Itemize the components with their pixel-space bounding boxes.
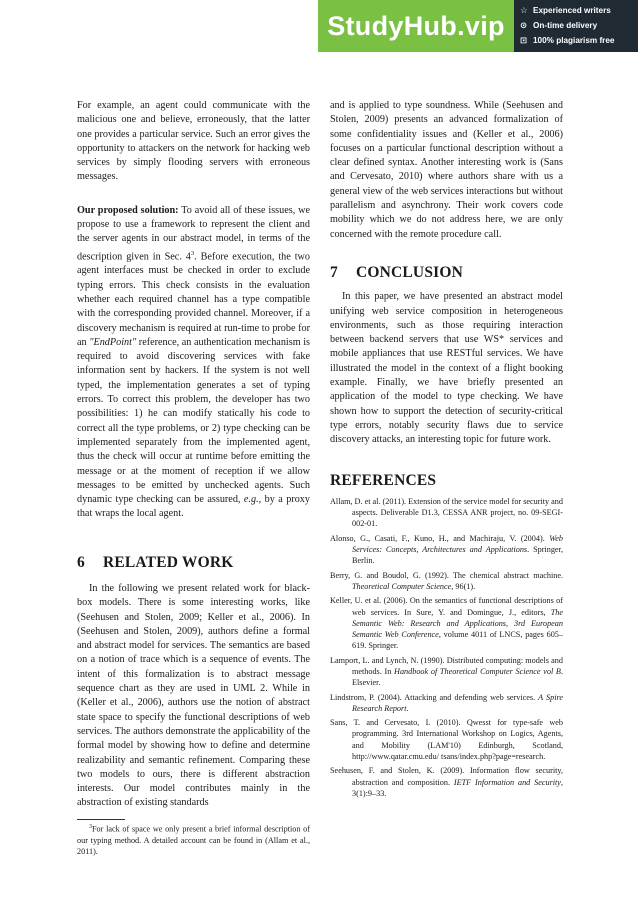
text-run: "EndPoint" [89,336,137,348]
ref-text: Alonso, G., Casati, F., Kuno, H., and Machiraju, V. (2004). [330,533,550,543]
section-heading [330,471,563,489]
ref-text: Berry, G. and Boudol, G. (1992). The chemical abstract machine. [330,570,563,580]
feature-label: Experienced writers [533,6,611,15]
text-run: reference, an authentication mechanism is required to avoid discovering services with fake information sent by hackers. If the system is not well typed, the implementation generates a set of typing errors. To correct this problem, the developer has two possibilities: 1) he can modify statically his code to correct all the type problems, or 2) type checking can be implemented separately from the implemented agent, thus the check will occur at runtime before emitting the message or at the moment of reception if we allow messages to be emitted by unchecked agents. Such dynamic type checking can be assured, [77,336,310,506]
reference-item [330,595,563,651]
feature-item [520,3,638,18]
feature-label: On-time delivery [533,21,598,30]
ref-title: A Spire Research Report [352,692,563,713]
footnote-rule [77,819,125,820]
ref-text: Lindstrom, P. (2004). Attacking and defending web services. [330,692,539,702]
feature-item [520,18,638,33]
ref-title: The Semantic Web: Research and Applications, 3rd European Semantic Web Conference [352,607,563,640]
text-run: by a proxy that wraps the local agent. [77,494,310,520]
section-number: 6 [77,553,85,571]
left-column [77,99,310,858]
ref-text: Allam, D. et al. (2011). Extension of the service model for security and aspects. Deliverable D1.3, CESSA ANR project, no. 09-SEGI-002-01. [330,496,563,529]
feature-list [520,3,638,48]
run-in-heading: Our proposed solution: [77,204,179,216]
ref-text: Sans, T. and Cervesato, I. (2010). Qwesst for type-safe web programming. 3rd International Workshop on Logics, Agents, and Mobility (LAM'10) Edinburgh, Scotland, http://www.qatar.cmu.edu/ tsans/index.php?page=research. [330,718,563,762]
ref-text: , 96(1). [451,581,476,591]
ref-title: Handbook of Theoretical Computer Science vol B [394,666,561,676]
brand-name: StudyHub.vip [327,10,505,41]
right-column [330,99,563,799]
ref-text: Lamport, L. and Lynch, N. (1990). Distributed computing: models and methods. In [330,655,563,676]
section-heading [330,263,563,281]
feature-label: 100% plagiarism free [533,36,615,45]
text-run: To avoid all of these issues, we propose to use a framework to represent the client and the server agents in our abstract model, in terms of the description given in Sec. 4 [77,204,310,263]
ref-text: Seehusen, F. and Stolen, K. (2009). Information flow security, abstraction and composition. [330,766,563,787]
reference-item [330,717,563,762]
footnote-marker: 3 [89,823,92,830]
paragraph: In the following we present related work for black-box models. There is some interesting works, like (Seehusen and Stolen, 2009; Keller et al., 2006). In (Seehusen and Stolen, 2009), authors define a formal and abstract model for services. The semantics are based on a notion of trace which is a sequence of events. The intent of this formalization is to abstract message sequence chart as they are used in UML 2. While in (Keller et al., 2006), authors use the notion of abstract state space to specify the functional descriptions of web services. The authors demonstrate the applicability of the formal model by showing how to define and determine realizability and semantic refinement. Comparing these two models to ours, there is different abstraction interests. Our model contributes mainly in the abstraction of existing standards [77,583,310,809]
paragraph: For example, an agent could communicate with the malicious one and believe, erroneously, that the latter one provides a particular service. Such an error gives the opportunity to attackers on the network for hacking web services by simply flooding servers with erroneous messages. [77,100,310,183]
reference-item [330,655,563,689]
clock-icon: ⊙ [520,20,528,30]
section-title: RELATED WORK [102,553,234,571]
reference-item [330,570,563,593]
paragraph: In this paper, we have presented an abstract model unifying web service composition in heterogeneous environments, such as those requiring interaction between backend servers that use WS* services and mobile appliances that use RESTful services. We have illustrated the model in the context of a flight booking example. Finally, we have briefly presented an application of the model to type checking. We have shown how to support the detection of security-critical type errors, notably security flaws due to service discovery attacks, an interesting topic for future work. [330,291,563,446]
feature-item [520,33,638,48]
ref-text: , volume 4011 of LNCS, pages 605–619. Springer. [352,630,563,651]
section-number: 7 [330,263,338,281]
ref-text: , 3(1):9–33. [352,777,563,798]
star-icon: ☆ [520,5,528,15]
ref-title: IETF Information and Security [453,777,561,787]
ref-text: Keller, U. et al. (2006). On the semantics of functional descriptions of web services. In Sure, Y. and Domingue, J., editors, [330,596,563,617]
footnote-marker: 3 [190,249,195,257]
reference-item [330,692,563,715]
ref-text: . Elsevier. [352,666,563,688]
paragraph: and is applied to type soundness. While (Seehusen and Stolen, 2009) presents an advanced formalization of some confidentiality issues and (Keller et al., 2006) focuses on a particular functional description without a clear defined syntax. Another interesting work is (Sans and Cervesato, 2010) where authors share with us a general view of the web services interactions but without parallelism and asynchrony. Their work covers code mobility which we do not address here, we are only concerned with the remote procedure call. [330,100,563,240]
brand-logo[interactable] [318,0,514,52]
reference-item [330,496,563,530]
reference-item [330,765,563,799]
section-heading [77,553,310,571]
ref-text: . Springer, Berlin. [352,545,563,566]
paragraph [77,204,310,522]
text-run: . Before execution, the two agent interfaces must be checked in order to exclude typing errors. This check consists in the evaluation whether each required channel has a type compatible with the corresponding provided channel. Moreover, if a discovery mechanism is required at run-time to probe for an [77,251,310,348]
ref-title: Theoretical Computer Science [352,581,452,591]
footnote-text: For lack of space we only present a brief informal description of our typing method. A detailed account can be found in (Allam et al., 2011). [77,824,310,857]
section-title: CONCLUSION [355,263,464,281]
shield-icon: ⊡ [520,35,528,45]
footnote [77,822,310,858]
reference-item [330,533,563,567]
section-title: REFERENCES [330,471,437,489]
text-run: e.g., [243,494,262,506]
ad-banner[interactable] [318,0,638,52]
ref-title: Web Services: Concepts, Architectures and Applications [352,533,563,555]
ref-text: . [406,703,409,713]
reference-list [330,496,563,799]
